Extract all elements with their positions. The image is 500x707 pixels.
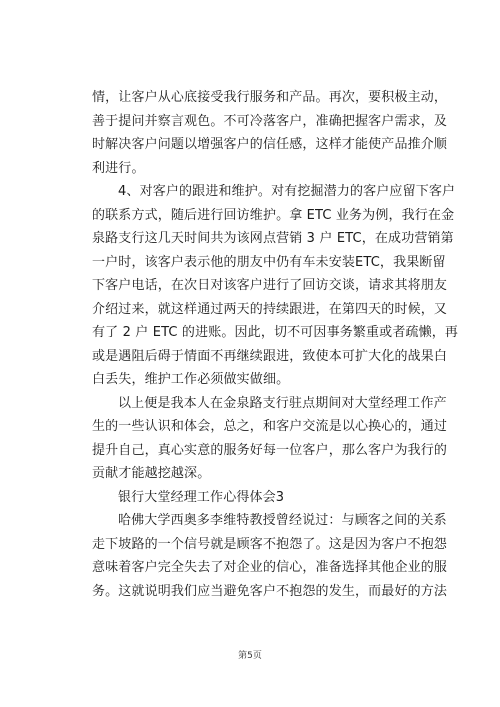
text-line: 走下坡路的一个信号就是顾客不抱怨了。这是因为客户不抱怨 bbox=[92, 536, 448, 552]
text-line: 介绍过来，就这样通过两天的持续跟进，在第四天的时候，又 bbox=[92, 301, 448, 317]
text-line: 意味着客户完全失去了对企业的信心，准备选择其他企业的服 bbox=[92, 560, 448, 575]
text-line: 时解决客户问题以增强客户的信任感，这样才能使产品推介顺 bbox=[92, 137, 448, 152]
text-line: 情，让客户从心底接受我行服务和产品。再次，要积极主动， bbox=[92, 90, 448, 105]
text-line: 的联系方式，随后进行回访维护。拿 ETC 业务为例，我行在金 bbox=[92, 207, 455, 223]
text-line: 务。这就说明我们应当避免客户不抱怨的发生，而最好的方法 bbox=[92, 583, 448, 599]
text-line: 以上便是我本人在金泉路支行驻点期间对大堂经理工作产 bbox=[118, 395, 447, 411]
body-text bbox=[92, 86, 459, 603]
text-line: 有了 2 户 ETC 的进账。因此，切不可因事务繁重或者疏懒，再 bbox=[92, 325, 459, 340]
page-number: 第5页 bbox=[238, 651, 262, 661]
text-line: 银行大堂经理工作心得体会3 bbox=[118, 489, 285, 505]
text-line: 善于提问并察言观色。不可冷落客户，准确把握客户需求，及 bbox=[92, 113, 448, 129]
text-line: 白丢失，维护工作必须做实做细。 bbox=[92, 372, 290, 387]
text-line: 利进行。 bbox=[92, 160, 145, 176]
text-line: 下客户电话，在次日对该客户进行了回访交谈，请求其将朋友 bbox=[92, 278, 448, 293]
text-line: 哈佛大学西奥多李维特教授曾经说过：与顾客之间的关系 bbox=[118, 513, 447, 528]
text-line: 贡献才能越挖越深。 bbox=[92, 466, 211, 481]
text-line: 提升自己，真心实意的服务好每一位客户，那么客户为我行的 bbox=[92, 442, 448, 458]
text-line: 4、对客户的跟进和维护。对有挖掘潜力的客户应留下客户 bbox=[118, 184, 456, 199]
text-line: 泉路支行这几天时间共为该网点营销 3 户 ETC，在成功营销第 bbox=[92, 231, 454, 246]
text-line: 生的一些认识和体会，总之，和客户交流是以心换心的，通过 bbox=[92, 419, 448, 434]
text-line: 或是遇阻后碍于情面不再继续跟进，致使本可扩大化的战果白 bbox=[92, 348, 448, 364]
text-line: 一户时，该客户表示他的朋友中仍有车未安装ETC，我果断留 bbox=[92, 254, 446, 270]
